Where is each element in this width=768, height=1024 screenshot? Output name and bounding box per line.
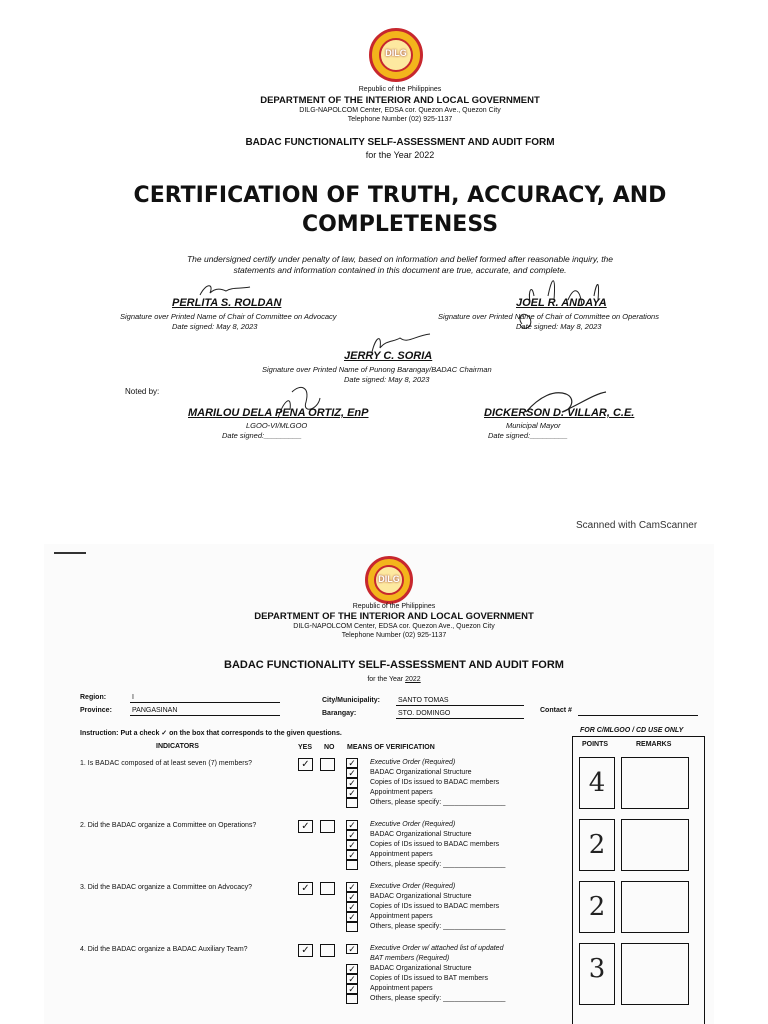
q4-points-value: 3 [588, 954, 606, 984]
question-4-text: 4. Did the BADAC organize a BADAC Auxiliary Team? [80, 946, 248, 953]
q2-means-4: Appointment papers [370, 851, 433, 858]
instruction-text: Instruction: Put a check ✓ on the box that corresponds to the given questions. [80, 730, 342, 737]
camscanner-watermark: Scanned with CamScanner [576, 520, 698, 531]
col-remarks: REMARKS [636, 741, 672, 748]
q3-means-2: BADAC Organizational Structure [370, 893, 472, 900]
department-phone: Telephone Number (02) 925-1137 [347, 116, 453, 123]
q4-remarks-box[interactable] [621, 943, 689, 1005]
q2-means-5: Others, please specify: ________________ [370, 861, 506, 868]
form-department-address: DILG-NAPOLCOM Center, EDSA cor. Quezon Ave., Quezon City [293, 623, 495, 630]
q1-means-2-checkbox[interactable]: ✓ [346, 768, 358, 778]
q4-means-1b: BAT members (Required) [370, 955, 450, 962]
signatory-4-role: LGOO-VI/MLGOO [246, 421, 308, 430]
q4-means-2: BADAC Organizational Structure [370, 965, 472, 972]
signatory-5-role: Municipal Mayor [506, 421, 561, 430]
certification-title-line1: CERTIFICATION OF TRUTH, ACCURACY, AND [133, 183, 667, 208]
scan-mark [54, 552, 86, 554]
q2-means-2: BADAC Organizational Structure [370, 831, 472, 838]
q3-yes-checkbox[interactable]: ✓ [298, 882, 313, 895]
q3-means-1-checkbox[interactable]: ✓ [346, 882, 358, 892]
signatory-5-date: Date signed:_________ [488, 431, 568, 440]
region-value[interactable]: I [132, 694, 134, 701]
signatory-5-name: DICKERSON D. VILLAR, C.E. [484, 407, 635, 419]
form-department-phone: Telephone Number (02) 925-1137 [341, 632, 447, 639]
q4-means-4: Appointment papers [370, 985, 433, 992]
region-label: Region: [80, 694, 107, 701]
q1-means-4: Appointment papers [370, 789, 433, 796]
noted-by-label: Noted by: [125, 387, 160, 396]
q3-means-2-checkbox[interactable]: ✓ [346, 892, 358, 902]
q3-means-5-checkbox[interactable] [346, 922, 358, 932]
assessment-form-page [44, 544, 714, 1024]
question-2-text: 2. Did the BADAC organize a Committee on Operations? [80, 822, 257, 829]
q2-means-1: Executive Order (Required) [370, 821, 456, 828]
q1-means-3-checkbox[interactable]: ✓ [346, 778, 358, 788]
q4-means-1-checkbox[interactable]: ✓ [346, 944, 358, 954]
assessment-form-title: BADAC FUNCTIONALITY SELF-ASSESSMENT AND AUDIT FORM [224, 659, 564, 671]
q3-means-3: Copies of IDs issued to BADAC members [370, 903, 500, 910]
question-1-text: 1. Is BADAC composed of at least seven (7) members? [80, 760, 252, 767]
signatory-2-date: Date signed: May 8, 2023 [516, 322, 602, 331]
q1-no-checkbox[interactable] [320, 758, 335, 771]
q2-points-box[interactable] [579, 819, 615, 871]
q4-means-5: Others, please specify: ________________ [370, 995, 506, 1002]
q1-means-5-checkbox[interactable] [346, 798, 358, 808]
q2-remarks-box[interactable] [621, 819, 689, 871]
q3-means-4: Appointment papers [370, 913, 433, 920]
q4-means-3: Copies of IDs issued to BAT members [370, 975, 489, 982]
q4-means-5-checkbox[interactable] [346, 994, 358, 1004]
dilg-logo [369, 28, 423, 82]
signatory-3-role: Signature over Printed Name of Punong Barangay/BADAC Chairman [262, 365, 492, 374]
barangay-label: Barangay: [322, 710, 357, 717]
q1-means-5: Others, please specify: ________________ [370, 799, 506, 806]
q1-points-box[interactable] [579, 757, 615, 809]
q3-means-3-checkbox[interactable]: ✓ [346, 902, 358, 912]
q1-means-1: Executive Order (Required) [370, 759, 456, 766]
department-name: DEPARTMENT OF THE INTERIOR AND LOCAL GOVERNMENT [260, 95, 540, 106]
contact-field[interactable] [578, 715, 698, 716]
question-3-text: 3. Did the BADAC organize a Committee on Advocacy? [80, 884, 252, 891]
signatory-2-role: Signature over Printed Name of Chair of Committee on Operations [438, 312, 659, 321]
q2-points-value: 2 [588, 830, 606, 860]
contact-label: Contact # [540, 707, 572, 714]
q1-means-3: Copies of IDs issued to BADAC members [370, 779, 500, 786]
signatory-1-name: PERLITA S. ROLDAN [172, 297, 282, 309]
province-value[interactable]: PANGASINAN [132, 707, 178, 714]
q2-yes-checkbox[interactable]: ✓ [298, 820, 313, 833]
signatory-2-name: JOEL R. ANDAYA [516, 297, 607, 309]
q2-means-3: Copies of IDs issued to BADAC members [370, 841, 500, 848]
form-title: BADAC FUNCTIONALITY SELF-ASSESSMENT AND AUDIT FORM [245, 137, 555, 148]
signatory-4-date: Date signed:_________ [222, 431, 302, 440]
province-label: Province: [80, 707, 112, 714]
q4-means-4-checkbox[interactable]: ✓ [346, 984, 358, 994]
q3-no-checkbox[interactable] [320, 882, 335, 895]
q4-means-3-checkbox[interactable]: ✓ [346, 974, 358, 984]
assessment-form-year: for the Year 2022 [367, 676, 421, 683]
signatory-3-name: JERRY C. SORIA [344, 350, 433, 362]
logo-text: DILG [385, 48, 407, 58]
q1-means-2: BADAC Organizational Structure [370, 769, 472, 776]
col-yes: YES [298, 744, 313, 751]
statement-line1: The undersigned certify under penalty of law, based on information and belief formed after reasonable inquiry, the [186, 254, 614, 264]
q4-means-2-checkbox[interactable]: ✓ [346, 964, 358, 974]
logo-text-form: DILG [378, 574, 400, 584]
q3-points-box[interactable] [579, 881, 615, 933]
q2-means-3-checkbox[interactable]: ✓ [346, 840, 358, 850]
city-label: City/Municipality: [322, 697, 380, 704]
q3-means-1: Executive Order (Required) [370, 883, 456, 890]
form-department-name: DEPARTMENT OF THE INTERIOR AND LOCAL GOVERNMENT [254, 611, 534, 622]
city-value[interactable]: SANTO TOMAS [398, 697, 449, 704]
q2-means-2-checkbox[interactable]: ✓ [346, 830, 358, 840]
signatory-1-date: Date signed: May 8, 2023 [172, 322, 258, 331]
signatory-4-name: MARILOU DELA PENA ORTIZ, EnP [188, 407, 369, 419]
q1-remarks-box[interactable] [621, 757, 689, 809]
q2-no-checkbox[interactable] [320, 820, 335, 833]
department-address: DILG-NAPOLCOM Center, EDSA cor. Quezon Ave., Quezon City [299, 107, 501, 114]
q4-means-1a: Executive Order w/ attached list of updated [370, 945, 504, 952]
signatory-1-role: Signature over Printed Name of Chair of Committee on Advocacy [120, 312, 337, 321]
statement-line2: statements and information contained in this document are true, accurate, and complete. [233, 265, 567, 275]
q1-means-4-checkbox[interactable]: ✓ [346, 788, 358, 798]
certification-title-line2: COMPLETENESS [301, 212, 499, 237]
q2-means-1-checkbox[interactable]: ✓ [346, 820, 358, 830]
q3-means-5: Others, please specify: ________________ [370, 923, 506, 930]
q1-points-value: 4 [588, 768, 606, 798]
q3-means-4-checkbox[interactable]: ✓ [346, 912, 358, 922]
republic-text: Republic of the Philippines [358, 86, 442, 93]
q4-no-checkbox[interactable] [320, 944, 335, 957]
q1-means-1-checkbox[interactable]: ✓ [346, 758, 358, 768]
dilg-logo-form [365, 556, 413, 604]
col-indicators: INDICATORS [156, 743, 199, 750]
cmlgoo-use-only: FOR C/MLGOO / CD USE ONLY [580, 727, 684, 734]
form-year: for the Year 2022 [365, 150, 435, 160]
q1-yes-checkbox[interactable]: ✓ [298, 758, 313, 771]
q2-means-4-checkbox[interactable]: ✓ [346, 850, 358, 860]
form-republic-text: Republic of the Philippines [352, 603, 436, 610]
signatory-3-date: Date signed: May 8, 2023 [344, 375, 430, 384]
q4-points-box[interactable] [579, 943, 615, 1005]
q4-yes-checkbox[interactable]: ✓ [298, 944, 313, 957]
col-means: MEANS OF VERIFICATION [347, 744, 435, 751]
col-points: POINTS [582, 741, 609, 748]
q3-remarks-box[interactable] [621, 881, 689, 933]
q3-points-value: 2 [588, 892, 606, 922]
q2-means-5-checkbox[interactable] [346, 860, 358, 870]
col-no: NO [324, 744, 335, 751]
barangay-value[interactable]: STO. DOMINGO [398, 710, 451, 717]
